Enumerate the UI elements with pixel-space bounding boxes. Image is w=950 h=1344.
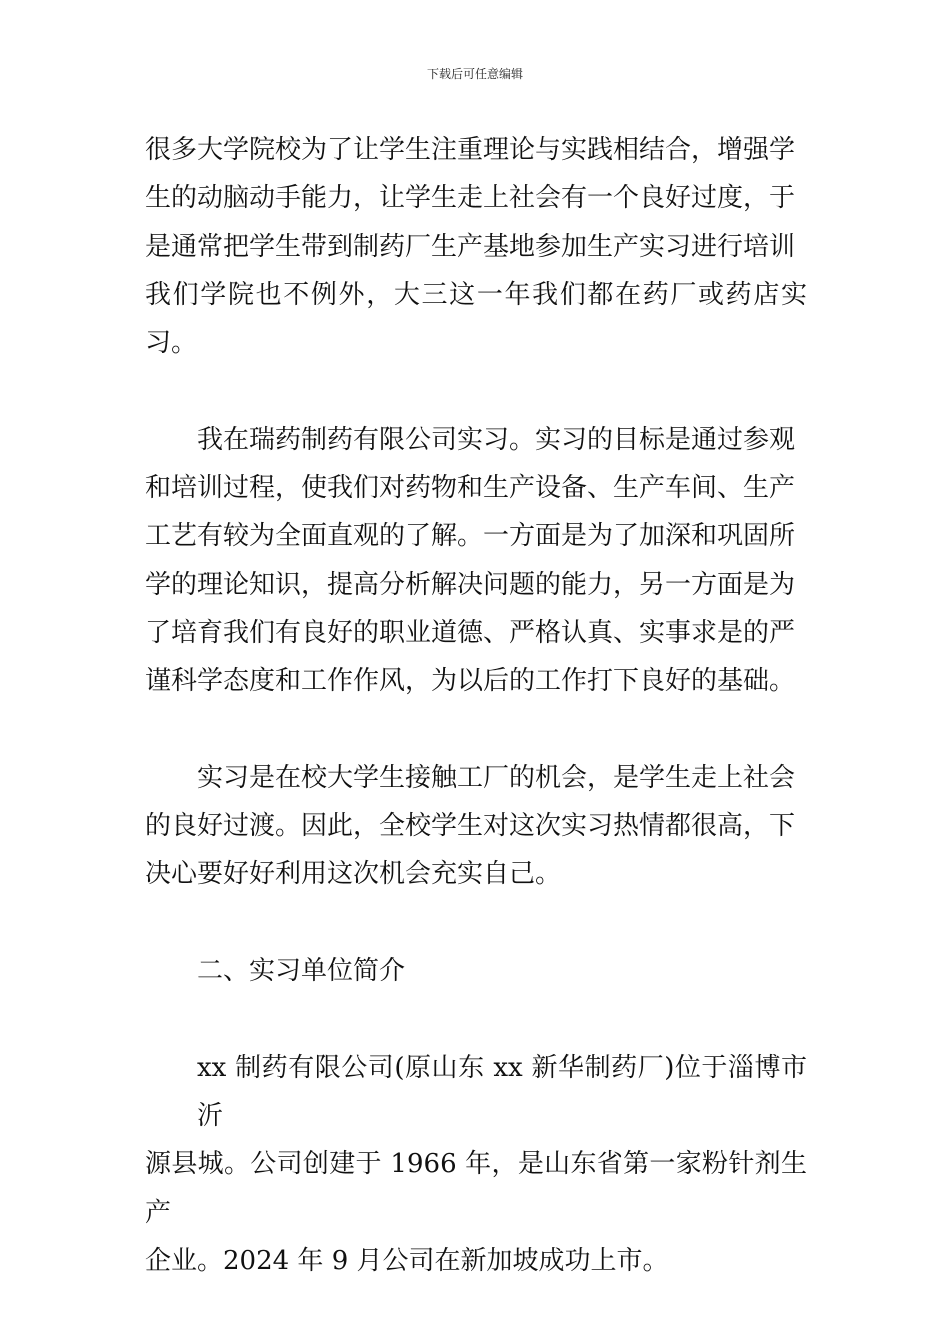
text-line: 谨科学态度和工作作风，为以后的工作打下良好的基础。 [145,666,796,697]
text-line: 生的动脑动手能力，让学生走上社会有一个良好过度，于 [145,183,796,214]
text-line: 和培训过程，使我们对药物和生产设备、生产车间、生产 [145,473,796,504]
text-line: 二、实习单位简介 [197,956,406,987]
text-line: 企业。2024 年 9 月公司在新加坡成功上市。 [145,1245,669,1276]
text-line: 了培育我们有良好的职业道德、严格认真、实事求是的严 [145,617,796,648]
text-line: 我们学院也不例外，大三这一年我们都在药厂或药店实习。 [145,279,807,359]
paragraph-internship-opportunity [145,754,807,899]
text-line: 是通常把学生带到制药厂生产基地参加生产实习进行培训 [145,231,796,262]
section-heading [145,947,807,995]
paragraph-intro [145,126,807,367]
paragraph-internship-goal [145,416,807,706]
text-line: 实习是在校大学生接触工厂的机会，是学生走上社会 [197,762,796,793]
text-line: 学的理论知识，提高分析解决问题的能力，另一方面是为 [145,569,796,600]
text-line: 决心要好好利用这次机会充实自己。 [145,859,562,890]
text-line: 源县城。公司创建于 1966 年，是山东省第一家粉针剂生产 [145,1149,807,1228]
text-line: xx 制药有限公司(原山东 xx 新华制药厂)位于淄博市沂 [197,1052,807,1131]
document-body [145,126,807,1333]
text-line: 很多大学院校为了让学生注重理论与实践相结合，增强学 [145,135,796,165]
text-line: 我在瑞药制药有限公司实习。实习的目标是通过参观 [197,424,796,455]
paragraph-company-intro [145,1044,807,1285]
text-line: 工艺有较为全面直观的了解。一方面是为了加深和巩固所 [145,521,796,552]
text-line: 的良好过渡。因此，全校学生对这次实习热情都很高，下 [145,811,796,842]
page-header: 下载后可任意编辑 [426,67,523,81]
